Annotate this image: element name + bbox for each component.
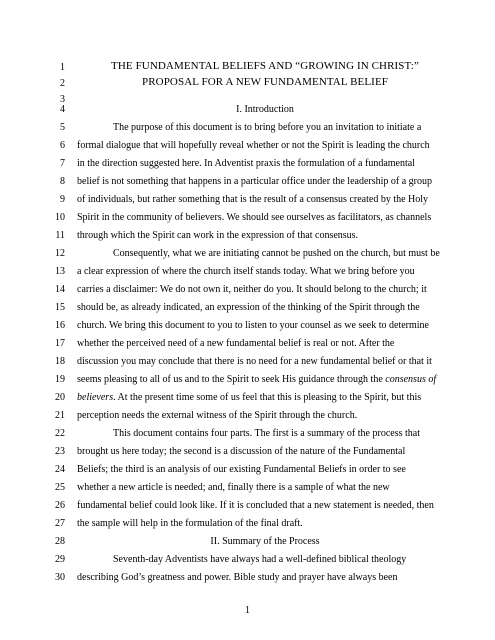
line-number: 17 (55, 338, 65, 349)
body-line: discussion you may conclude that there is no need for a new fundamental belief or that it (77, 356, 432, 367)
line-number: 4 (60, 104, 65, 115)
line-number: 20 (55, 392, 65, 403)
body-line: whether the perceived need of a new fundamental belief is real or not. After the (77, 338, 395, 349)
line-number: 13 (55, 266, 65, 277)
body-line: carries a disclaimer: We do not own it, neither do you. It should belong to the church; it (77, 284, 427, 295)
section-heading: I. Introduction (236, 104, 294, 115)
body-line: Consequently, what we are initiating cannot be pushed on the church, but must be (113, 248, 440, 259)
line-number: 8 (60, 176, 65, 187)
line-number: 11 (55, 230, 65, 241)
line-number: 7 (60, 158, 65, 169)
body-line: describing God’s greatness and power. Bible study and prayer have always been (77, 572, 398, 583)
body-line: church. We bring this document to you to listen to your counsel as we seek to determine (77, 320, 429, 331)
line-number: 14 (55, 284, 65, 295)
line-number: 22 (55, 428, 65, 439)
document-title-line-1: THE FUNDAMENTAL BELIEFS AND “GROWING IN CHRIST:” (111, 60, 419, 72)
line-number: 24 (55, 464, 65, 475)
body-line: formal dialogue that will hopefully reveal whether or not the Spirit is leading the church (77, 140, 430, 151)
line-number: 26 (55, 500, 65, 511)
body-line: whether a new article is needed; and, finally there is a sample of what the new (77, 482, 390, 493)
line-number: 25 (55, 482, 65, 493)
body-line: perception needs the external witness of the Spirit through the church. (77, 410, 358, 421)
body-line: fundamental belief could look like. If it is concluded that a new statement is needed, then (77, 500, 434, 511)
line-number: 18 (55, 356, 65, 367)
body-line: brought us here today; the second is a discussion of the nature of the Fundamental (77, 446, 406, 457)
body-line: Beliefs; the third is an analysis of our existing Fundamental Beliefs in order to see (77, 464, 406, 475)
line-number: 6 (60, 140, 65, 151)
document-title-line-2: PROPOSAL FOR A NEW FUNDAMENTAL BELIEF (142, 76, 388, 88)
body-line: of individuals, but rather something that is the result of a consensus created by the Holy (77, 194, 429, 205)
line-number: 19 (55, 374, 65, 385)
italic-text: believers (77, 392, 114, 403)
line-number: 21 (55, 410, 65, 421)
body-line: the sample will help in the formulation of the final draft. (77, 518, 303, 529)
body-line: a clear expression of where the church itself stands today. What we bring before you (77, 266, 415, 277)
italic-text: consensus of (385, 374, 437, 385)
section-heading: II. Summary of the Process (210, 536, 320, 547)
body-line: Seventh-day Adventists have always had a well-defined biblical theology (113, 554, 407, 565)
line-number: 3 (60, 94, 65, 105)
body-line (77, 391, 453, 404)
line-number: 16 (55, 320, 65, 331)
line-number: 5 (60, 122, 65, 133)
line-number: 2 (60, 78, 65, 89)
line-number: 15 (55, 302, 65, 313)
line-number: 9 (60, 194, 65, 205)
page-number: 1 (245, 605, 250, 616)
body-text: . At the present time some of us feel that this is pleasing to the Spirit, but this (113, 392, 422, 403)
line-number: 10 (55, 212, 65, 223)
line-number: 28 (55, 536, 65, 547)
line-number: 1 (60, 62, 65, 73)
line-number: 30 (55, 572, 65, 583)
body-line: belief is not something that happens in a particular office under the leadership of a group (77, 176, 432, 187)
body-line: Spirit in the community of believers. We should see ourselves as facilitators, as channels (77, 212, 432, 223)
body-line: This document contains four parts. The first is a summary of the process that (113, 428, 420, 439)
body-line: should be, as already indicated, an expression of the thinking of the Spirit through the (77, 302, 420, 313)
line-number: 27 (55, 518, 65, 529)
body-text: seems pleasing to all of us and to the Spirit to seek His guidance through the (77, 374, 386, 385)
body-line (77, 373, 453, 386)
body-line: in the direction suggested here. In Adventist praxis the formulation of a fundamental (77, 158, 415, 169)
line-number: 23 (55, 446, 65, 457)
line-number: 12 (55, 248, 65, 259)
body-line: The purpose of this document is to bring before you an invitation to initiate a (113, 122, 422, 133)
line-number: 29 (55, 554, 65, 565)
body-line: through which the Spirit can work in the expression of that consensus. (77, 230, 359, 241)
